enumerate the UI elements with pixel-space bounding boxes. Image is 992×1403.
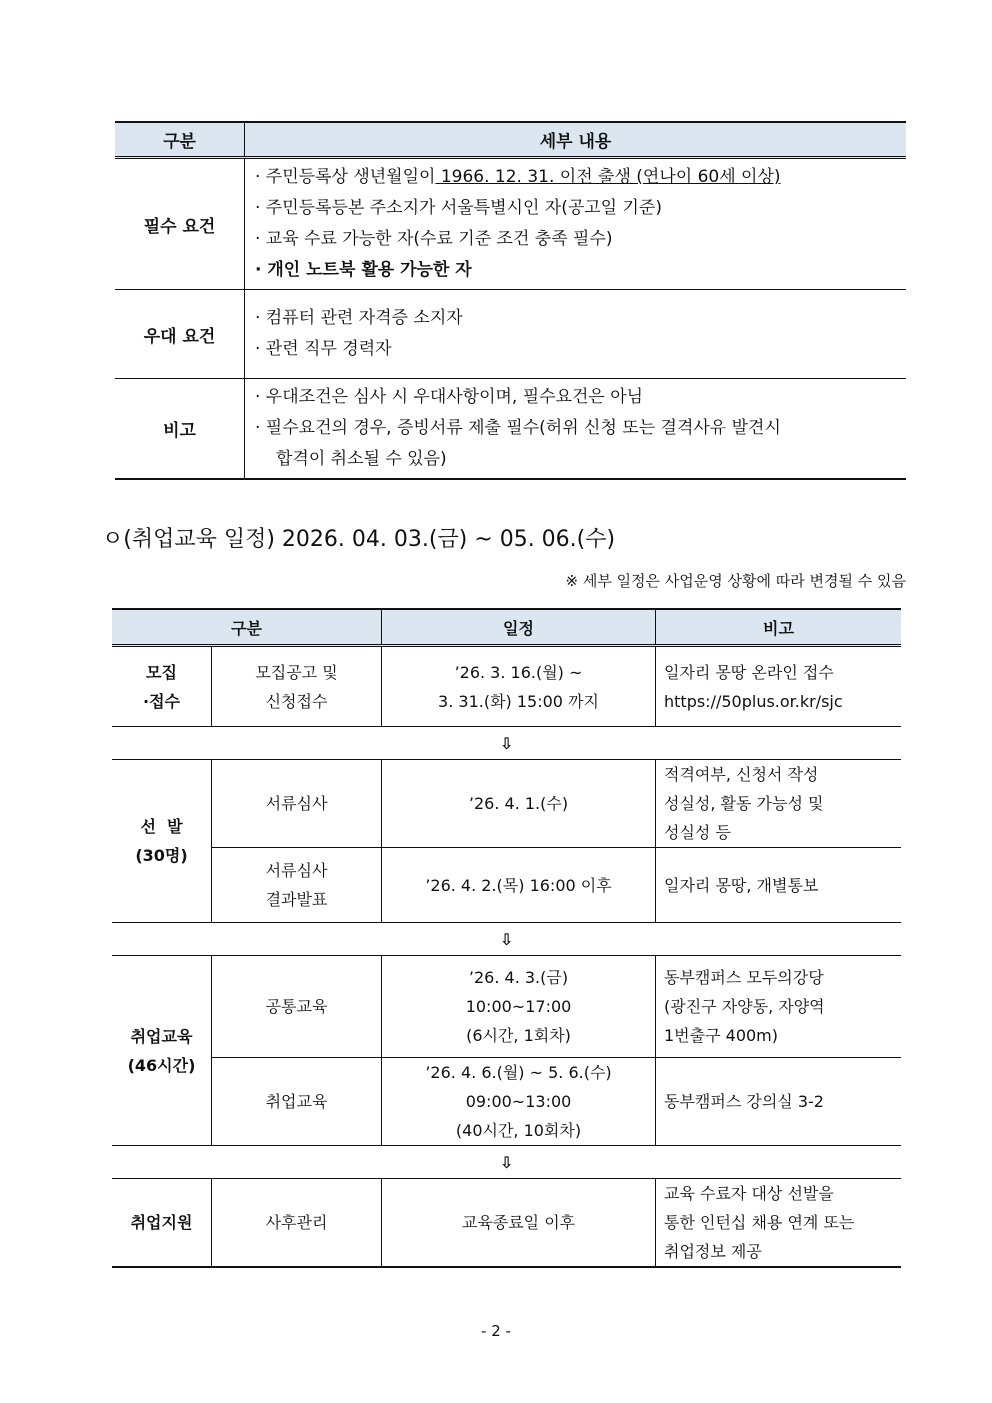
- memo-text: 취업정보 제공: [664, 1242, 762, 1261]
- category-remarks: 비고: [115, 379, 245, 480]
- memo-text: 동부캠퍼스 모두의강당: [664, 968, 824, 987]
- schedule-header-row: [112, 609, 901, 646]
- list-item: 합격이 취소될 수 있음): [276, 449, 447, 469]
- requirements-table: [115, 121, 906, 480]
- memo-text: 교육 수료자 대상 선발을: [664, 1184, 834, 1203]
- memo-common-edu: [656, 956, 902, 1058]
- header-schedule: 일정: [382, 609, 656, 646]
- stage-label: (46시간): [127, 1055, 196, 1075]
- date-text: ’26. 4. 3.(금): [468, 968, 569, 987]
- task-label: 서류심사: [265, 794, 328, 813]
- item-underlined: 1966. 12. 31. 이전 출생 (연나이 60세 이상): [435, 167, 781, 187]
- date-text: 3. 31.(화) 15:00 까지: [438, 691, 599, 711]
- date-text: ’26. 3. 16.(월) ~: [454, 662, 583, 682]
- list-item: · 우대조건은 심사 시 우대사항이며, 필수요건은 아님: [255, 387, 644, 407]
- requirements-header-row: [115, 122, 906, 158]
- remarks-items: [245, 379, 907, 480]
- task-recruit: [212, 646, 382, 727]
- stage-label: 취업지원: [130, 1213, 193, 1232]
- list-item: · 필수요건의 경우, 증빙서류 제출 필수(허위 신청 또는 결격사유 발견시: [255, 418, 781, 438]
- date-text: 10:00~17:00: [465, 997, 572, 1016]
- memo-text: (광진구 자양동, 자양역: [664, 997, 825, 1016]
- memo-recruit: [656, 646, 902, 727]
- memo-text: 성실성, 활동 가능성 및: [664, 794, 824, 813]
- header-category: 구분: [115, 122, 245, 158]
- date-text: ’26. 4. 6.(월) ~ 5. 6.(수): [425, 1063, 612, 1082]
- task-label: 사후관리: [265, 1213, 328, 1232]
- memo-text: 일자리 몽땅, 개별통보: [664, 875, 819, 895]
- date-result: [382, 848, 656, 923]
- date-text: 교육종료일 이후: [461, 1213, 576, 1232]
- date-aftercare: [382, 1179, 656, 1268]
- item-prefix: · 주민등록상 생년월일이: [255, 167, 436, 187]
- task-label: 공통교육: [265, 997, 328, 1016]
- page-number: - 2 -: [481, 1322, 511, 1340]
- task-common-edu: [212, 956, 382, 1058]
- selection-row-1: [112, 760, 901, 848]
- task-result: [212, 848, 382, 923]
- category-preferred: 우대 요건: [115, 290, 245, 379]
- task-label: 취업교육: [265, 1092, 328, 1111]
- date-common-edu: [382, 956, 656, 1058]
- list-item: · 컴퓨터 관련 자격증 소지자: [255, 308, 463, 328]
- memo-text: 통한 인턴십 채용 연계 또는: [664, 1213, 855, 1232]
- list-item: · 교육 수료 가능한 자(수료 기준 조건 충족 필수): [255, 229, 613, 249]
- requirement-row-remarks: [115, 379, 906, 480]
- date-text: ’26. 4. 1.(수): [468, 794, 569, 813]
- section-heading: ㅇ(취업교육 일정) 2026. 04. 03.(금) ~ 05. 06.(수): [102, 527, 616, 552]
- down-arrow-icon: ⇩: [112, 923, 901, 956]
- memo-text: https://50plus.or.kr/sjc: [664, 691, 843, 711]
- date-doc-review: [382, 760, 656, 848]
- memo-job-edu: [656, 1058, 902, 1146]
- memo-aftercare: [656, 1179, 902, 1268]
- down-arrow-icon: ⇩: [112, 1146, 901, 1179]
- arrow-row: [112, 923, 901, 956]
- date-text: (6시간, 1회차): [466, 1026, 571, 1045]
- list-item: · 개인 노트북 활용 가능한 자: [255, 260, 472, 280]
- recruit-row: [112, 646, 901, 727]
- header-remarks: 비고: [656, 609, 902, 646]
- task-label: 신청접수: [265, 691, 328, 711]
- memo-text: 일자리 몽땅 온라인 접수: [664, 662, 834, 682]
- date-job-edu: [382, 1058, 656, 1146]
- support-row: [112, 1179, 901, 1268]
- arrow-row: [112, 1146, 901, 1179]
- task-aftercare: [212, 1179, 382, 1268]
- memo-result: [656, 848, 902, 923]
- stage-education: [112, 956, 212, 1146]
- header-category: 구분: [112, 609, 382, 646]
- date-text: 09:00~13:00: [465, 1092, 572, 1111]
- task-doc-review: [212, 760, 382, 848]
- task-label: 서류심사: [265, 861, 328, 880]
- section-note: ※ 세부 일정은 사업운영 상황에 따라 변경될 수 있음: [565, 572, 906, 590]
- stage-label: 선 발: [140, 817, 183, 836]
- memo-text: 동부캠퍼스 강의실 3-2: [664, 1092, 824, 1111]
- stage-selection: [112, 760, 212, 923]
- memo-text: 성실성 등: [664, 823, 731, 842]
- education-row-2: [112, 1058, 901, 1146]
- stage-label: 모집: [146, 662, 177, 682]
- task-label: 결과발표: [265, 890, 328, 909]
- list-item: · 주민등록등본 주소지가 서울특별시인 자(공고일 기준): [255, 198, 662, 218]
- date-text: (40시간, 10회차): [455, 1121, 582, 1140]
- mandatory-items: [245, 158, 907, 290]
- memo-text: 적격여부, 신청서 작성: [664, 765, 819, 784]
- list-item: [255, 162, 900, 193]
- task-label: 모집공고 및: [255, 662, 338, 682]
- stage-label: ·접수: [143, 691, 180, 711]
- date-recruit: [382, 646, 656, 727]
- down-arrow-icon: ⇩: [112, 727, 901, 760]
- stage-recruit: [112, 646, 212, 727]
- stage-label: (30명): [135, 846, 188, 865]
- education-row-1: [112, 956, 901, 1058]
- preferred-items: [245, 290, 907, 379]
- header-details: 세부 내용: [245, 122, 907, 158]
- task-job-edu: [212, 1058, 382, 1146]
- list-item: · 관련 직무 경력자: [255, 339, 392, 359]
- date-text: ’26. 4. 2.(목) 16:00 이후: [425, 875, 612, 895]
- memo-text: 1번출구 400m): [664, 1026, 779, 1045]
- schedule-table: [112, 608, 901, 1268]
- selection-row-2: [112, 848, 901, 923]
- stage-label: 취업교육: [130, 1026, 193, 1046]
- requirement-row-mandatory: [115, 158, 906, 290]
- arrow-row: [112, 727, 901, 760]
- memo-doc-review: [656, 760, 902, 848]
- stage-support: [112, 1179, 212, 1268]
- category-mandatory: 필수 요건: [115, 158, 245, 290]
- requirement-row-preferred: [115, 290, 906, 379]
